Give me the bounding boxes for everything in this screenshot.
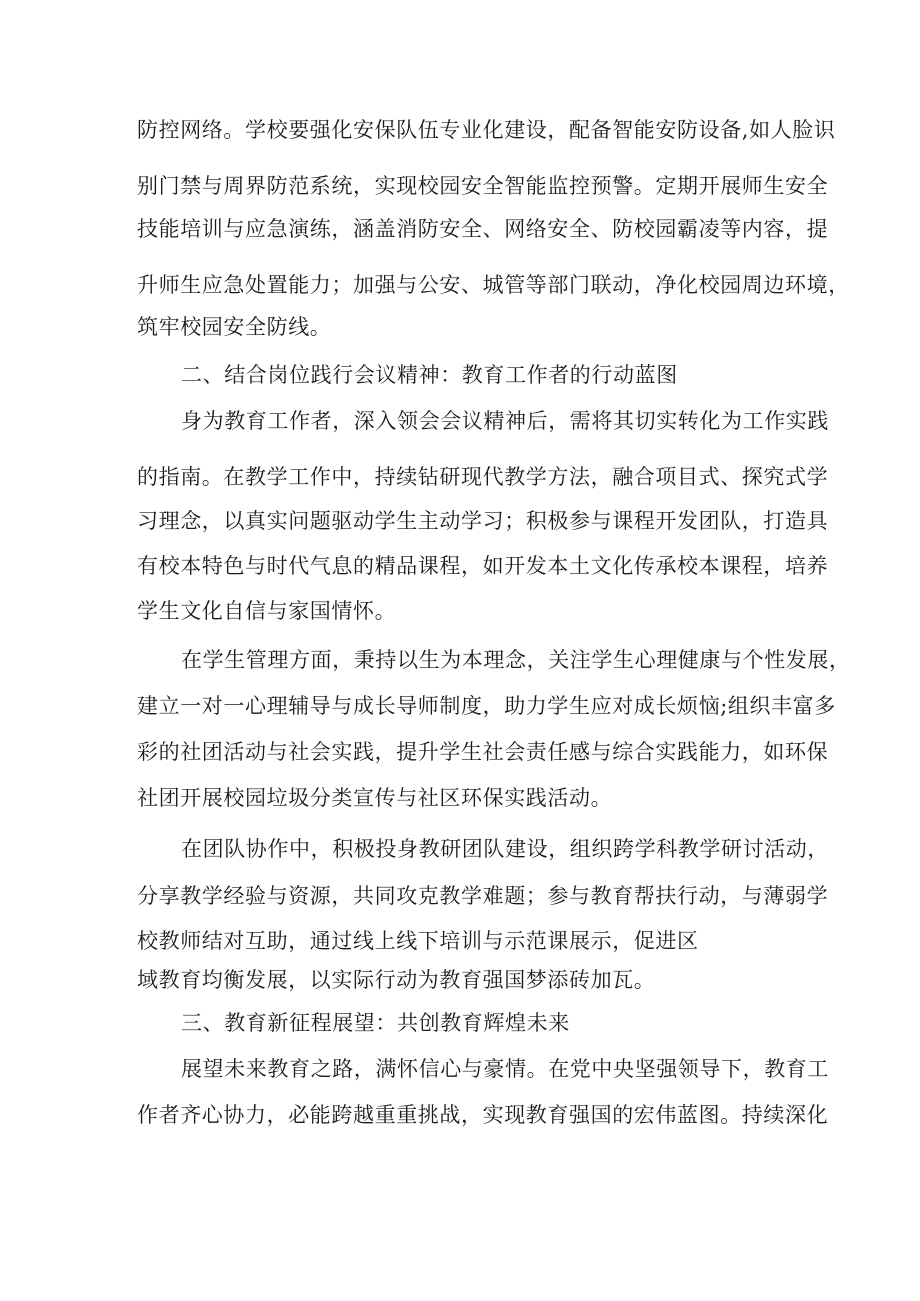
text-line: 技能培训与应急演练，涵盖消防安全、网络安全、防校园霸凌等内容，提 bbox=[137, 217, 829, 241]
text-line: 展望未来教育之路，满怀信心与豪情。在党中央坚强领导下，教育工 bbox=[181, 1057, 829, 1081]
text-line: 域教育均衡发展，以实际行动为教育强国梦添砖加瓦。 bbox=[137, 968, 656, 992]
text-line: 有校本特色与时代气息的精品课程，如开发本土文化传承校本课程，培养 bbox=[137, 554, 829, 578]
section-heading: 三、教育新征程展望：共创教育辉煌未来 bbox=[181, 1011, 570, 1035]
text-line: 的指南。在教学工作中，持续钻研现代教学方法，融合项目式、探究式学 bbox=[137, 465, 829, 489]
text-line: 作者齐心协力，必能跨越重重挑战，实现教育强国的宏伟蓝图。持续深化 bbox=[137, 1103, 829, 1127]
text-line: 校教师结对互助，通过线上线下培训与示范课展示，促进区 bbox=[137, 929, 699, 953]
text-line: 在团队协作中，积极投身教研团队建设，组织跨学科教学研讨活动， bbox=[181, 837, 829, 861]
text-line: 习理念，以真实问题驱动学生主动学习；积极参与课程开发团队，打造具 bbox=[137, 509, 829, 533]
text-line: 分享教学经验与资源，共同攻克教学难题；参与教育帮扶行动，与薄弱学 bbox=[137, 884, 829, 908]
text-line: 社团开展校园垃圾分类宣传与社区环保实践活动。 bbox=[137, 786, 613, 810]
text-line: 升师生应急处置能力；加强与公安、城管等部门联动，净化校园周边环境， bbox=[137, 273, 850, 297]
text-line: 学生文化自信与家国情怀。 bbox=[137, 599, 397, 623]
text-line: 筑牢校园安全防线。 bbox=[137, 315, 332, 339]
text-line: 防控网络。学校要强化安保队伍专业化建设，配备智能安防设备,如人脸识 bbox=[137, 118, 836, 142]
text-line: 别门禁与周界防范系统，实现校园安全智能监控预警。定期开展师生安全 bbox=[137, 174, 829, 198]
text-line: 在学生管理方面，秉持以生为本理念，关注学生心理健康与个性发展， bbox=[181, 648, 851, 672]
text-line: 建立一对一心理辅导与成长导师制度，助力学生应对成长烦恼;组织丰富多 bbox=[137, 694, 836, 718]
text-line: 身为教育工作者，深入领会会议精神后，需将其切实转化为工作实践 bbox=[181, 409, 829, 433]
section-heading: 二、结合岗位践行会议精神：教育工作者的行动蓝图 bbox=[181, 363, 678, 387]
text-line: 彩的社团活动与社会实践，提升学生社会责任感与综合实践能力，如环保 bbox=[137, 740, 829, 764]
